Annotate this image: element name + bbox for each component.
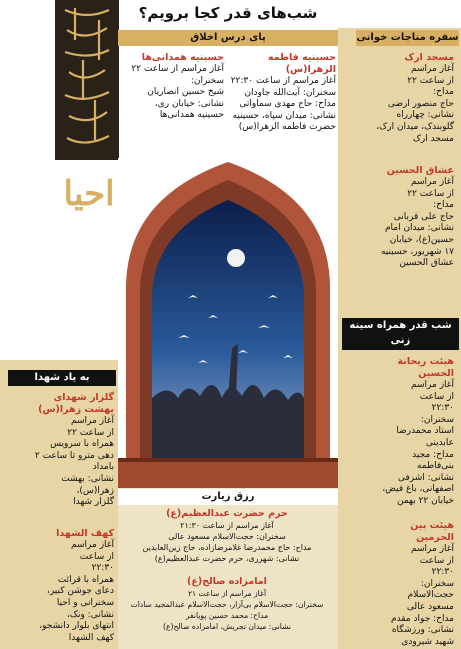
shohada-place-2 <box>6 528 114 644</box>
place-details: آغاز مراسم از ساعت ۲۲ سخنران: شیخ حسین انصاریان نشانی: خیابان ری، حسینیه همدانی‌ها <box>131 64 224 121</box>
sofreh-header: سفره مناجات خوانی <box>356 30 459 46</box>
sofreh-place-2 <box>342 165 454 270</box>
ghadr-header: شب قدر همراه سینه زنی <box>342 318 459 350</box>
ziarat-header: رزق زیارت <box>118 489 338 505</box>
place-details: آغاز مراسم از ساعت ۲۲ مداح: حاج منصور ارضی نشانی: چهارراه گلوبندک، میدان ارک، مسجد ارک <box>376 64 454 144</box>
place-details: آغاز مراسم از ساعت ۲۲:۳۰ سخنران: آیت‌الله جاودان مداح: حاج مهدی سماواتی نشانی: میدان سپاه، حسینیه حضرت فاطمه الزهرا(س) <box>230 76 336 133</box>
place-details: آغاز مراسم از ساعت ۲۲:۳۰ سخنران: استاد محمدرضا عابدینی مداح: مجید بنی‌فاطمه نشانی: اشرفی اصفهانی، باغ فیض، خیابان ۲۲ بهمن <box>382 380 454 506</box>
page-title: شب‌های قدر کجا برویم؟ <box>118 2 338 24</box>
sofreh-place-1 <box>342 52 454 145</box>
place-details: آغاز مراسم از ساعت ۲۱:۳۰ سخنران: حجت‌الاسلام مسعود عالی مداح: حاج محمدرضا غلامرضازاده، حاج زین‌العابدین نشانی: شهرری، حرم حضرت عبدالعظیم(ع) <box>142 521 312 563</box>
shohada-header: به یاد شهدا <box>8 370 116 386</box>
place-title: حسینیه همدانی‌ها <box>141 52 224 63</box>
shohada-place-1 <box>6 392 114 509</box>
place-title: حرم حضرت عبدالعظیم(ع) <box>166 508 288 519</box>
place-title: هیئت ریحانة الحسین <box>397 356 454 379</box>
place-title: امامزاده صالح(ع) <box>187 576 267 587</box>
dars-header: پای درس اخلاق <box>118 30 338 46</box>
place-title: حسینیه فاطمه الزهرا(س) <box>267 52 336 75</box>
place-details: آغاز مراسم از ساعت ۲۲:۳۰ همراه با قرائت دعای جوشن کبیر، سخنرانی و احیا نشانی: ونک، انتهای بلوار دانشجو، کهف الشهدا <box>39 540 114 643</box>
place-details: آغاز مراسم از ساعت ۲۲ مداح: حاج علی قربانی نشانی: میدان امام حسین(ع)، خیابان ۱۷ شهریور، حسینیه عشاق الحسین <box>380 177 454 269</box>
logo-text: احیا <box>63 174 115 214</box>
place-details: آغاز مراسم از ساعت ۲۲:۳۰ سخنران: حجت‌الاسلام مسعود عالی مداح: جواد مقدم نشانی: ورزشگاه شهید شیرودی <box>391 544 454 647</box>
ziarat-place-1 <box>120 508 334 564</box>
arched-window-illustration <box>118 158 338 488</box>
place-details: آغاز مراسم از ساعت ۲۱ سخنران: حجت‌الاسلام بی‌آزار، حجت‌الاسلام عبدالمجید سادات مداح: محمد حسین پویانفر نشانی: میدان تجریش، امامزاده صالح(ع) <box>130 589 324 631</box>
place-title: مسجد ارک <box>404 52 454 63</box>
place-title: هیئت بین الحرمین <box>410 520 454 543</box>
calligraphy-ornament <box>55 0 119 230</box>
place-details: آغاز مراسم از ساعت ۲۲ همراه با سرویس دهی مترو تا ساعت ۲ بامداد نشانی: بهشت زهرا(س)، گلزار شهدا <box>34 416 114 508</box>
place-title: عشاق الحسین <box>386 165 454 176</box>
place-title: گلزار شهدای بهشت زهرا(س) <box>38 392 114 415</box>
dars-place-2 <box>118 52 224 122</box>
dars-place-1 <box>228 52 336 134</box>
ghadr-place-1 <box>342 356 454 508</box>
place-title: کهف الشهدا <box>56 528 114 539</box>
ghadr-place-2 <box>342 520 454 648</box>
ziarat-place-2 <box>120 576 334 632</box>
